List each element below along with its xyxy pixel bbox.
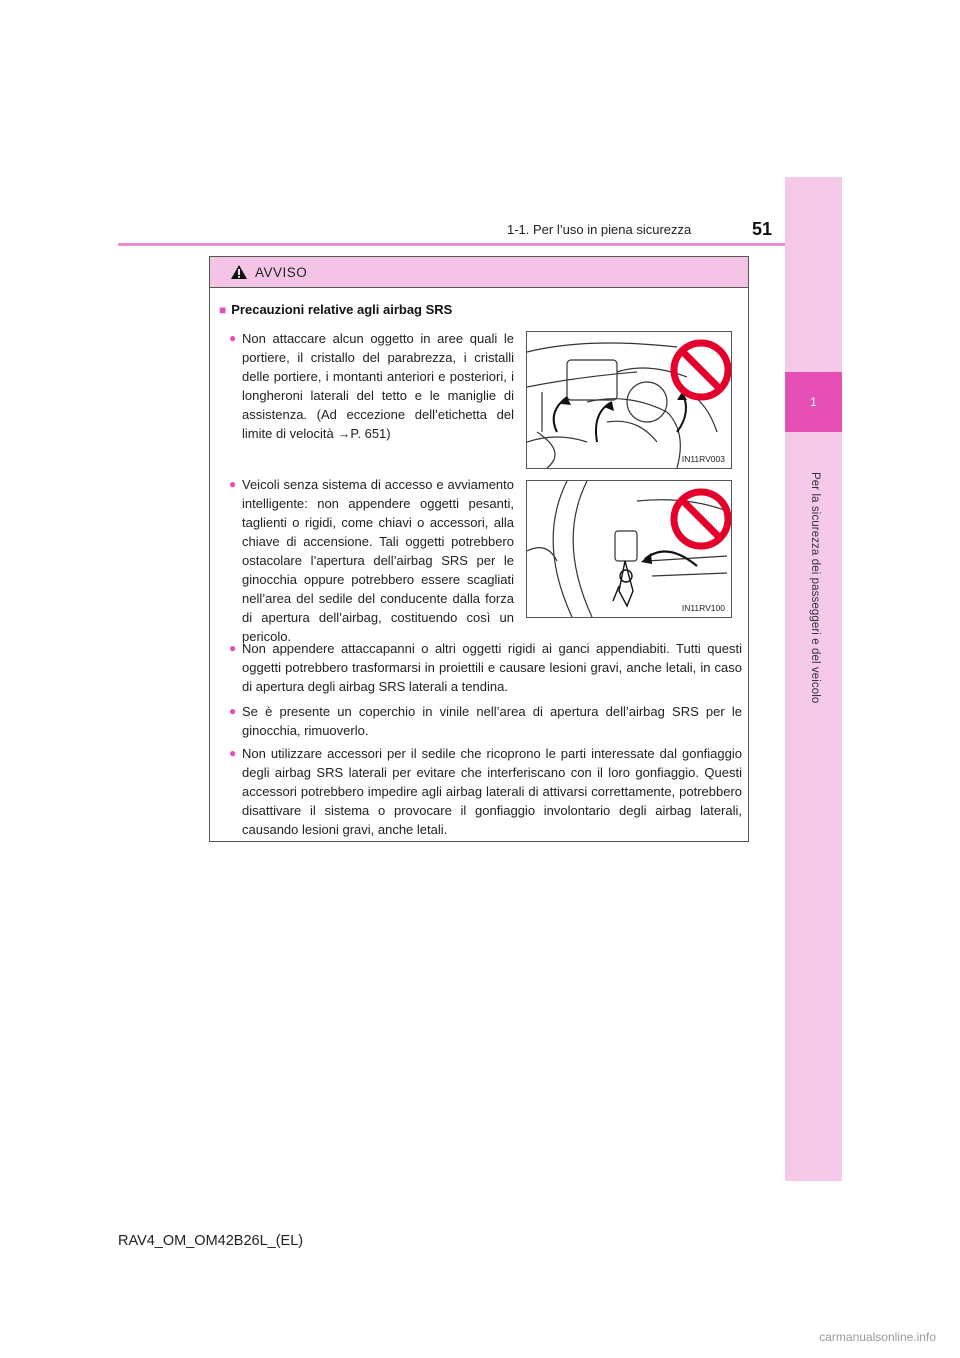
list-item [229,702,742,740]
chapter-number: 1 [810,395,817,409]
chapter-side-tab [785,177,842,1181]
document-code: RAV4_OM_OM42B26L_(EL) [118,1233,304,1249]
circle-bullet-icon: ● [229,477,237,491]
square-bullet-icon: ■ [219,303,227,317]
warning-header [210,257,748,288]
list-item [229,744,742,839]
warning-triangle-icon [230,264,248,280]
chapter-title: Per la sicurezza dei passeggeri e del veicolo [809,472,821,704]
figure-interior-pillars [526,331,732,469]
page-number: 51 [752,219,773,239]
watermark: carmanualsonline.info [819,1330,936,1344]
list-item-text: Non appendere attaccapanni o altri oggetti rigidi ai ganci appendiabiti. Tutti questi oggetti potrebbero trasformarsi in proiettili e causare lesioni gravi, anche letali, in caso di apertura degli airbag SRS laterali a tendina. [242,641,742,694]
section-title: 1-1. Per l’uso in piena sicurezza [507,222,692,237]
list-item-text: Non utilizzare accessori per il sedile che ricoprono le parti interessate dal gonfiaggio degli airbag SRS laterali per evitare che interferiscano con il loro gonfiaggio. Questi accessori potrebbero impedire agli airbag laterali di attivarsi correttamente, potrebbero disattivare il sistema o provocare il gonfiaggio involontario degli airbag laterali, causando lesioni gravi, anche letali. [242,746,742,837]
ignition-key-illustration [527,481,731,617]
figure-ignition-key [526,480,732,618]
prohibition-icon [674,343,728,397]
list-item [229,639,742,696]
figure-code: IN11RV003 [681,454,725,464]
header-rule [118,243,785,246]
subheading-text: Precauzioni relative agli airbag SRS [231,302,453,317]
warning-box [209,256,749,842]
warning-subheading [219,302,452,317]
circle-bullet-icon: ● [229,641,237,655]
chapter-number-box [785,372,842,432]
list-item-text: Non attaccare alcun oggetto in aree quali le portiere, il cristallo del parabrezza, i cristalli delle portiere, i montanti anteriori e posteriori, i longheroni laterali del tetto e le maniglie di assistenza. (Ad eccezione dell’etichetta del limite di velocità →P. 651) [242,331,514,441]
circle-bullet-icon: ● [229,704,237,718]
list-item-text: Se è presente un coperchio in vinile nell’area di apertura dell’airbag SRS per le ginocchia, rimuoverlo. [242,704,742,738]
list-item [229,475,514,646]
car-interior-illustration [527,332,731,468]
list-item-text: Veicoli senza sistema di accesso e avviamento intelligente: non appendere oggetti pesanti, taglienti o rigidi, come chiavi o accessori, alla chiave di accensione. Tali oggetti potrebbero ostacolare l’apertura dell’airbag SRS per le ginocchia oppure potrebbero essere scagliati nell’area del sedile del conducente dalla forza di apertura dell’airbag, costituendo così un pericolo. [242,477,514,644]
prohibition-icon [674,492,728,546]
figure-code: IN11RV100 [681,603,725,613]
circle-bullet-icon: ● [229,746,237,760]
warning-title: AVVISO [255,264,308,280]
circle-bullet-icon: ● [229,331,237,345]
list-item [229,329,514,443]
